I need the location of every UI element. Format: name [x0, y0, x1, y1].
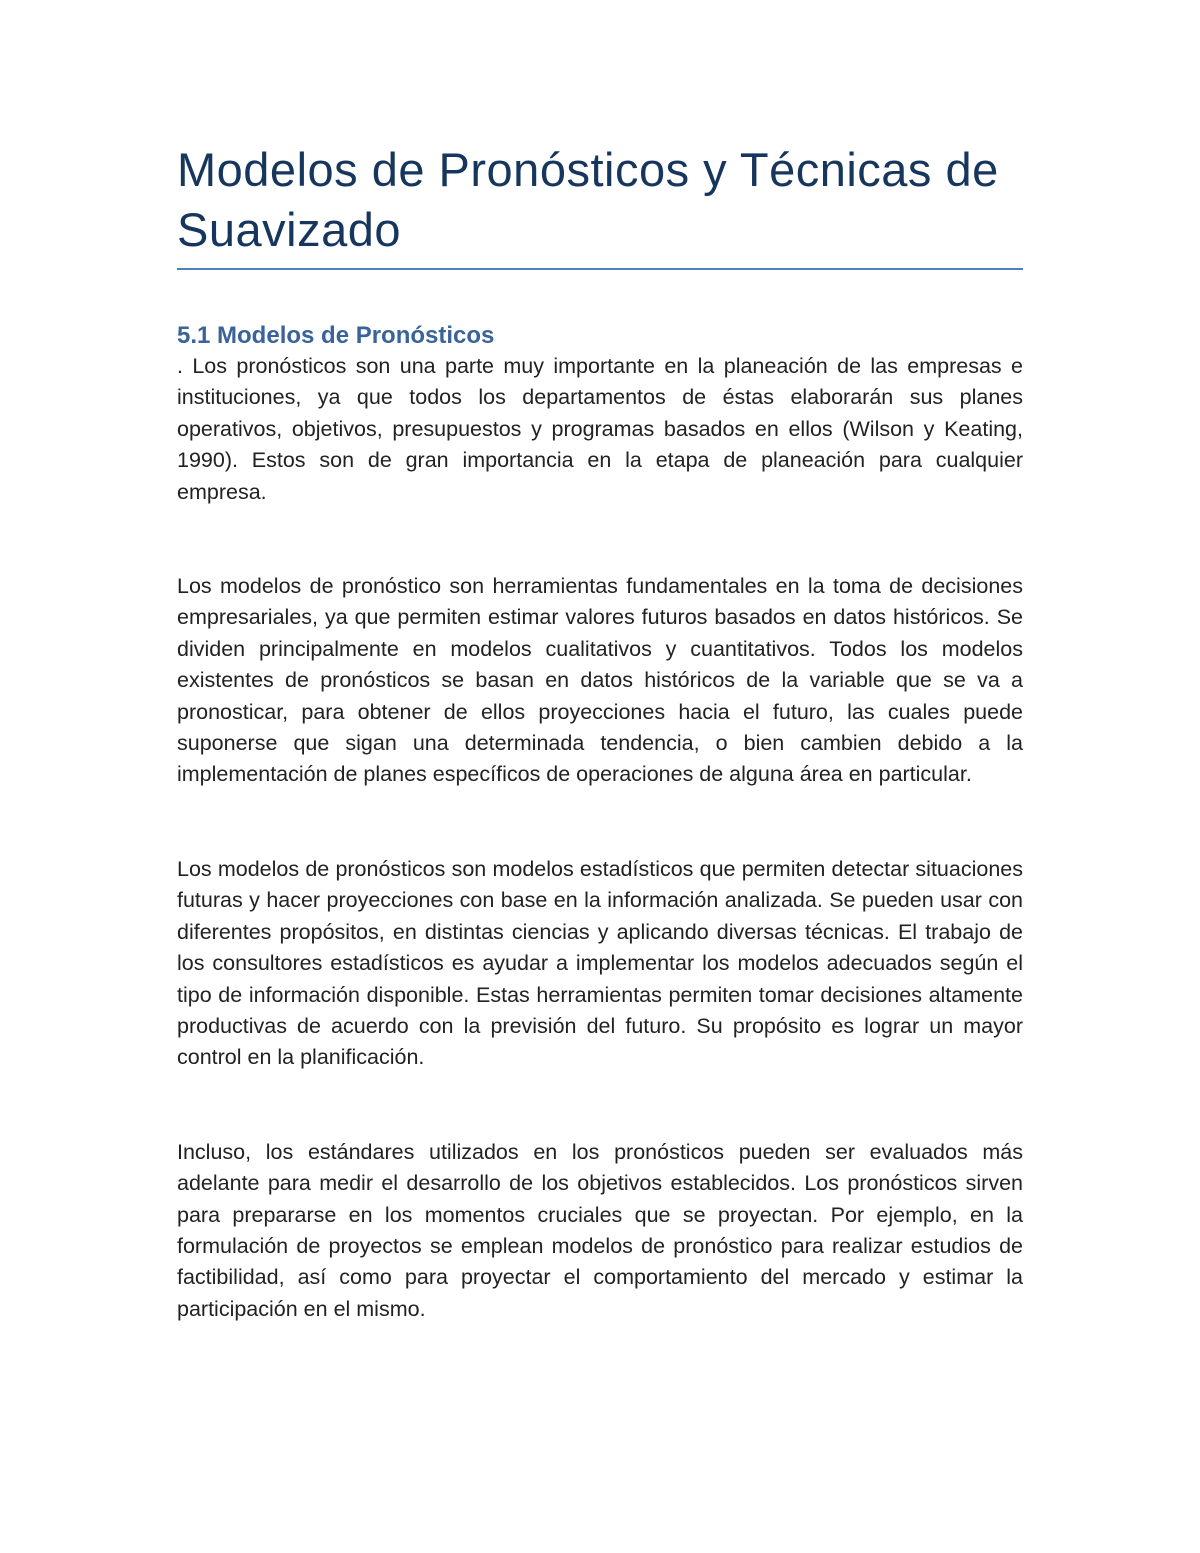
paragraph-1: . Los pronósticos son una parte muy importante en la planeación de las empresas e instituciones, ya que todos los departamentos de éstas elaborarán sus planes operativos, objetivos, presupuestos y programas basados en ellos (Wilson y Keating, 1990). Estos son de gran importancia en la etapa de planeación para cualquier empresa. [177, 354, 1023, 504]
paragraph-spacer [177, 508, 1023, 571]
paragraph-spacer [177, 1074, 1023, 1137]
section-heading: 5.1 Modelos de Pronósticos [177, 322, 495, 349]
document-page [177, 140, 1023, 1325]
paragraph-4: Incluso, los estándares utilizados en los pronósticos pueden ser evaluados más adelante para medir el desarrollo de los objetivos establecidos. Los pronósticos sirven para prepararse en los momentos cruciales que se proyectan. Por ejemplo, en la formulación de proyectos se emplean modelos de pronóstico para realizar estudios de factibilidad, así como para proyectar el comportamiento del mercado y estimar la participación en el mismo. [177, 1139, 1023, 1321]
document-title: Modelos de Pronósticos y Técnicas de Suavizado [177, 140, 1023, 270]
paragraph-spacer [177, 791, 1023, 854]
paragraph-2: Los modelos de pronóstico son herramientas fundamentales en la toma de decisiones empresariales, ya que permiten estimar valores futuros basados en datos históricos. Se dividen principalmente en modelos cualitativos y cuantitativos. Todos los modelos existentes de pronósticos se basan en datos históricos de la variable que se va a pronosticar, para obtener de ellos proyecciones hacia el futuro, las cuales puede suponerse que sigan una determinada tendencia, o bien cambien debido a la implementación de planes específicos de operaciones de alguna área en particular. [177, 574, 1023, 787]
paragraph-3: Los modelos de pronósticos son modelos estadísticos que permiten detectar situaciones futuras y hacer proyecciones con base en la información analizada. Se pueden usar con diferentes propósitos, en distintas ciencias y aplicando diversas técnicas. El trabajo de los consultores estadísticos es ayudar a implementar los modelos adecuados según el tipo de información disponible. Estas herramientas permiten tomar decisiones altamente productivas de acuerdo con la previsión del futuro. Su propósito es lograr un mayor control en la planificación. [177, 856, 1023, 1070]
